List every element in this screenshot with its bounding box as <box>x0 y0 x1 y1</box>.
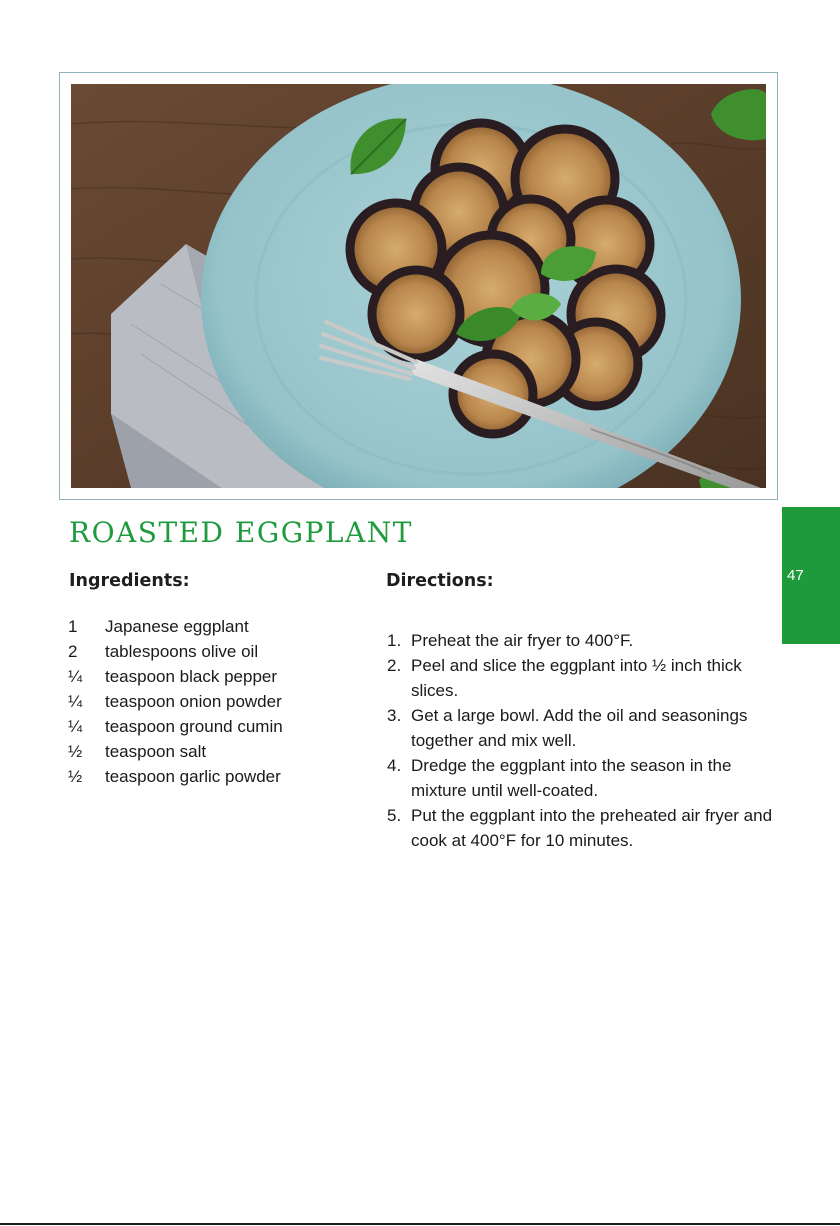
ingredient-name: teaspoon ground cumin <box>105 717 283 736</box>
direction-step <box>387 753 777 803</box>
ingredients-heading: Ingredients: <box>69 571 190 591</box>
step-number: 1. <box>387 631 402 650</box>
ingredient-quantity: ¼ <box>68 717 83 736</box>
step-number: 4. <box>387 756 402 775</box>
ingredient-item <box>68 739 283 764</box>
ingredient-name: teaspoon garlic powder <box>105 767 281 786</box>
page-tab <box>782 507 840 644</box>
bottom-rule <box>0 1223 840 1225</box>
ingredient-name: teaspoon onion powder <box>105 692 282 711</box>
ingredient-item <box>68 664 283 689</box>
direction-step <box>387 703 777 753</box>
ingredient-quantity: ½ <box>68 767 83 786</box>
step-number: 3. <box>387 706 402 725</box>
ingredient-quantity: ¼ <box>68 667 83 686</box>
step-text: Preheat the air fryer to 400°F. <box>411 631 634 650</box>
ingredient-name: teaspoon black pepper <box>105 667 278 686</box>
page-number: 47 <box>787 567 804 584</box>
ingredient-name: teaspoon salt <box>105 742 207 761</box>
ingredient-quantity: ¼ <box>68 692 83 711</box>
ingredient-item <box>68 614 283 639</box>
direction-step <box>387 653 777 703</box>
ingredient-quantity: ½ <box>68 742 83 761</box>
directions-heading: Directions: <box>386 571 494 591</box>
direction-step <box>387 803 777 853</box>
direction-step <box>387 628 777 653</box>
step-text: Peel and slice the eggplant into ½ inch thick slices. <box>411 656 742 700</box>
step-number: 2. <box>387 656 402 675</box>
ingredient-name: Japanese eggplant <box>105 617 249 636</box>
ingredient-item <box>68 714 283 739</box>
photo-frame <box>59 72 778 500</box>
ingredients-list <box>68 614 283 789</box>
step-text: Put the eggplant into the preheated air fryer and cook at 400°F for 10 minutes. <box>411 806 773 850</box>
recipe-title: ROASTED EGGPLANT <box>69 516 413 549</box>
step-text: Get a large bowl. Add the oil and seasonings together and mix well. <box>411 706 748 750</box>
ingredient-quantity: 1 <box>68 617 78 636</box>
step-text: Dredge the eggplant into the season in the mixture until well-coated. <box>411 756 732 800</box>
ingredient-item <box>68 689 283 714</box>
step-number: 5. <box>387 806 402 825</box>
ingredient-item <box>68 764 283 789</box>
ingredient-name: tablespoons olive oil <box>105 642 259 661</box>
ingredient-quantity: 2 <box>68 642 78 661</box>
ingredient-item <box>68 639 283 664</box>
eggplant-photo <box>71 84 766 488</box>
directions-list <box>387 628 777 853</box>
